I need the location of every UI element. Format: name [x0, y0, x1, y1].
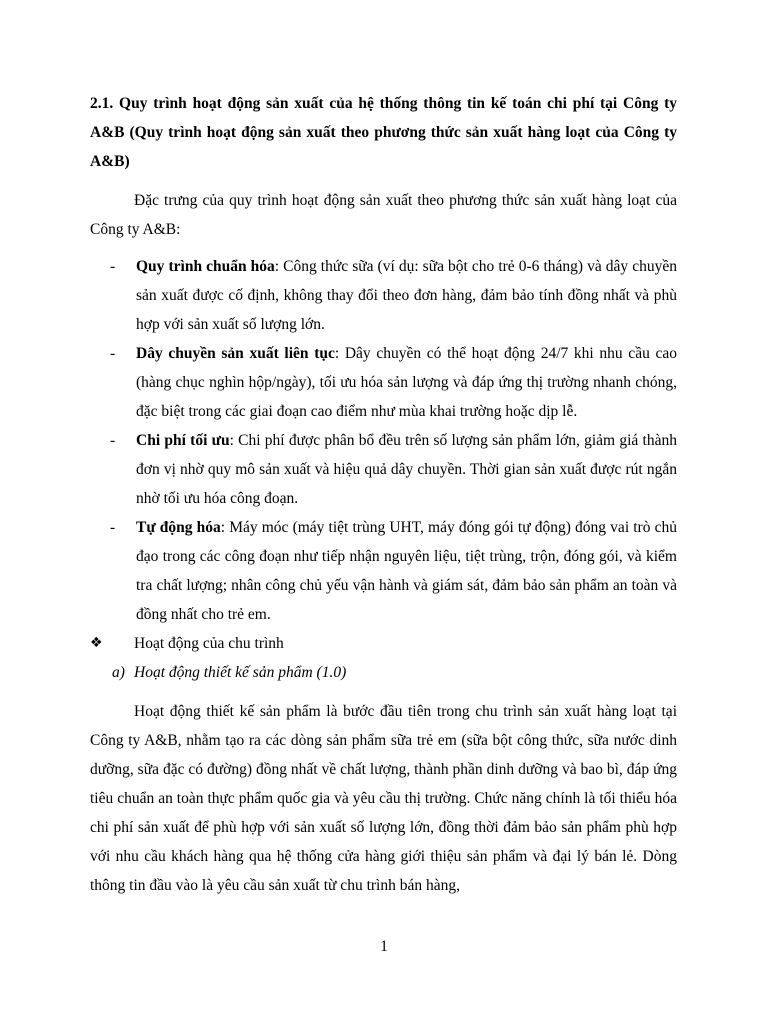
list-item-term: Quy trình chuẩn hóa — [136, 258, 275, 275]
bullet-dash: - — [110, 432, 116, 449]
diamond-bullet-icon: ❖ — [90, 635, 103, 651]
list-item-text: : Máy móc (máy tiệt trùng UHT, máy đóng gói tự động) đóng vai trò chủ đạo trong các công đoạn như tiếp nhận nguyên liệu, tiệt trùng, trộn, đóng gói, và kiểm tra chất lượng; nhân công chủ yếu vận hành và giám sát, đảm bảo sản phẩm an toàn và đồng nhất cho trẻ em. — [136, 519, 677, 623]
list-item — [90, 252, 677, 339]
list-item-text: : Dây chuyền có thể hoạt động 24/7 khi nhu cầu cao (hàng chục nghìn hộp/ngày), tối ưu hóa sản lượng và đáp ứng thị trường nhanh chóng, đặc biệt trong các giai đoạn cao điểm như mùa khai trường hoặc dịp lễ. — [136, 345, 677, 420]
section-heading: 2.1. Quy trình hoạt động sản xuất của hệ thống thông tin kế toán chi phí tại Công ty A&B (Quy trình hoạt động sản xuất theo phương thức sản xuất hàng loạt của Công ty A&B) — [90, 95, 677, 170]
bullet-dash: - — [110, 258, 116, 275]
body-paragraph: Hoạt động thiết kế sản phẩm là bước đầu tiên trong chu trình sản xuất hàng loạt tại Công ty A&B, nhằm tạo ra các dòng sản phẩm sữa trẻ em (sữa bột công thức, sữa nước dinh dưỡng, sữa đặc có đường) đồng nhất về chất lượng, thành phần dinh dưỡng và bao bì, đáp ứng tiêu chuẩn an toàn thực phẩm quốc gia và yêu cầu thị trường. Chức năng chính là tối thiểu hóa chi phí sản xuất để phù hợp với sản xuất số lượng lớn, đồng thời đảm bảo sản phẩm phù hợp với nhu cầu khách hàng qua hệ thống cửa hàng giới thiệu sản phẩm và đại lý bán lẻ. Dòng thông tin đầu vào là yêu cầu sản xuất từ chu trình bán hàng, — [90, 703, 677, 894]
bullet-dash: - — [110, 519, 116, 536]
list-item — [90, 513, 677, 629]
list-item-term: Dây chuyền sản xuất liên tục — [136, 345, 335, 362]
list-item — [90, 426, 677, 513]
feature-list — [90, 252, 677, 629]
page-content — [90, 89, 677, 900]
intro-paragraph: Đặc trưng của quy trình hoạt động sản xuất theo phương thức sản xuất hàng loạt của Công ty A&B: — [90, 192, 677, 238]
section-label — [90, 629, 677, 658]
subsection-marker: a) — [112, 664, 125, 681]
list-item-term: Chi phí tối ưu — [136, 432, 230, 449]
subsection-label-text: Hoạt động thiết kế sản phẩm (1.0) — [134, 664, 347, 681]
list-item-term: Tự động hóa — [136, 519, 221, 536]
section-label-text: Hoạt động của chu trình — [134, 635, 284, 652]
list-item — [90, 339, 677, 426]
subsection-label — [90, 658, 677, 687]
page-number: 1 — [380, 938, 388, 955]
bullet-dash: - — [110, 345, 116, 362]
list-item-text: : Chi phí được phân bổ đều trên số lượng sản phẩm lớn, giảm giá thành đơn vị nhờ quy mô sản xuất và hiệu quả dây chuyền. Thời gian sản xuất được rút ngắn nhờ tối ưu hóa công đoạn. — [136, 432, 677, 507]
list-item-text: : Công thức sữa (ví dụ: sữa bột cho trẻ 0-6 tháng) và dây chuyền sản xuất được cố định, không thay đổi theo đơn hàng, đảm bảo tính đồng nhất và phù hợp với sản xuất số lượng lớn. — [136, 258, 677, 333]
